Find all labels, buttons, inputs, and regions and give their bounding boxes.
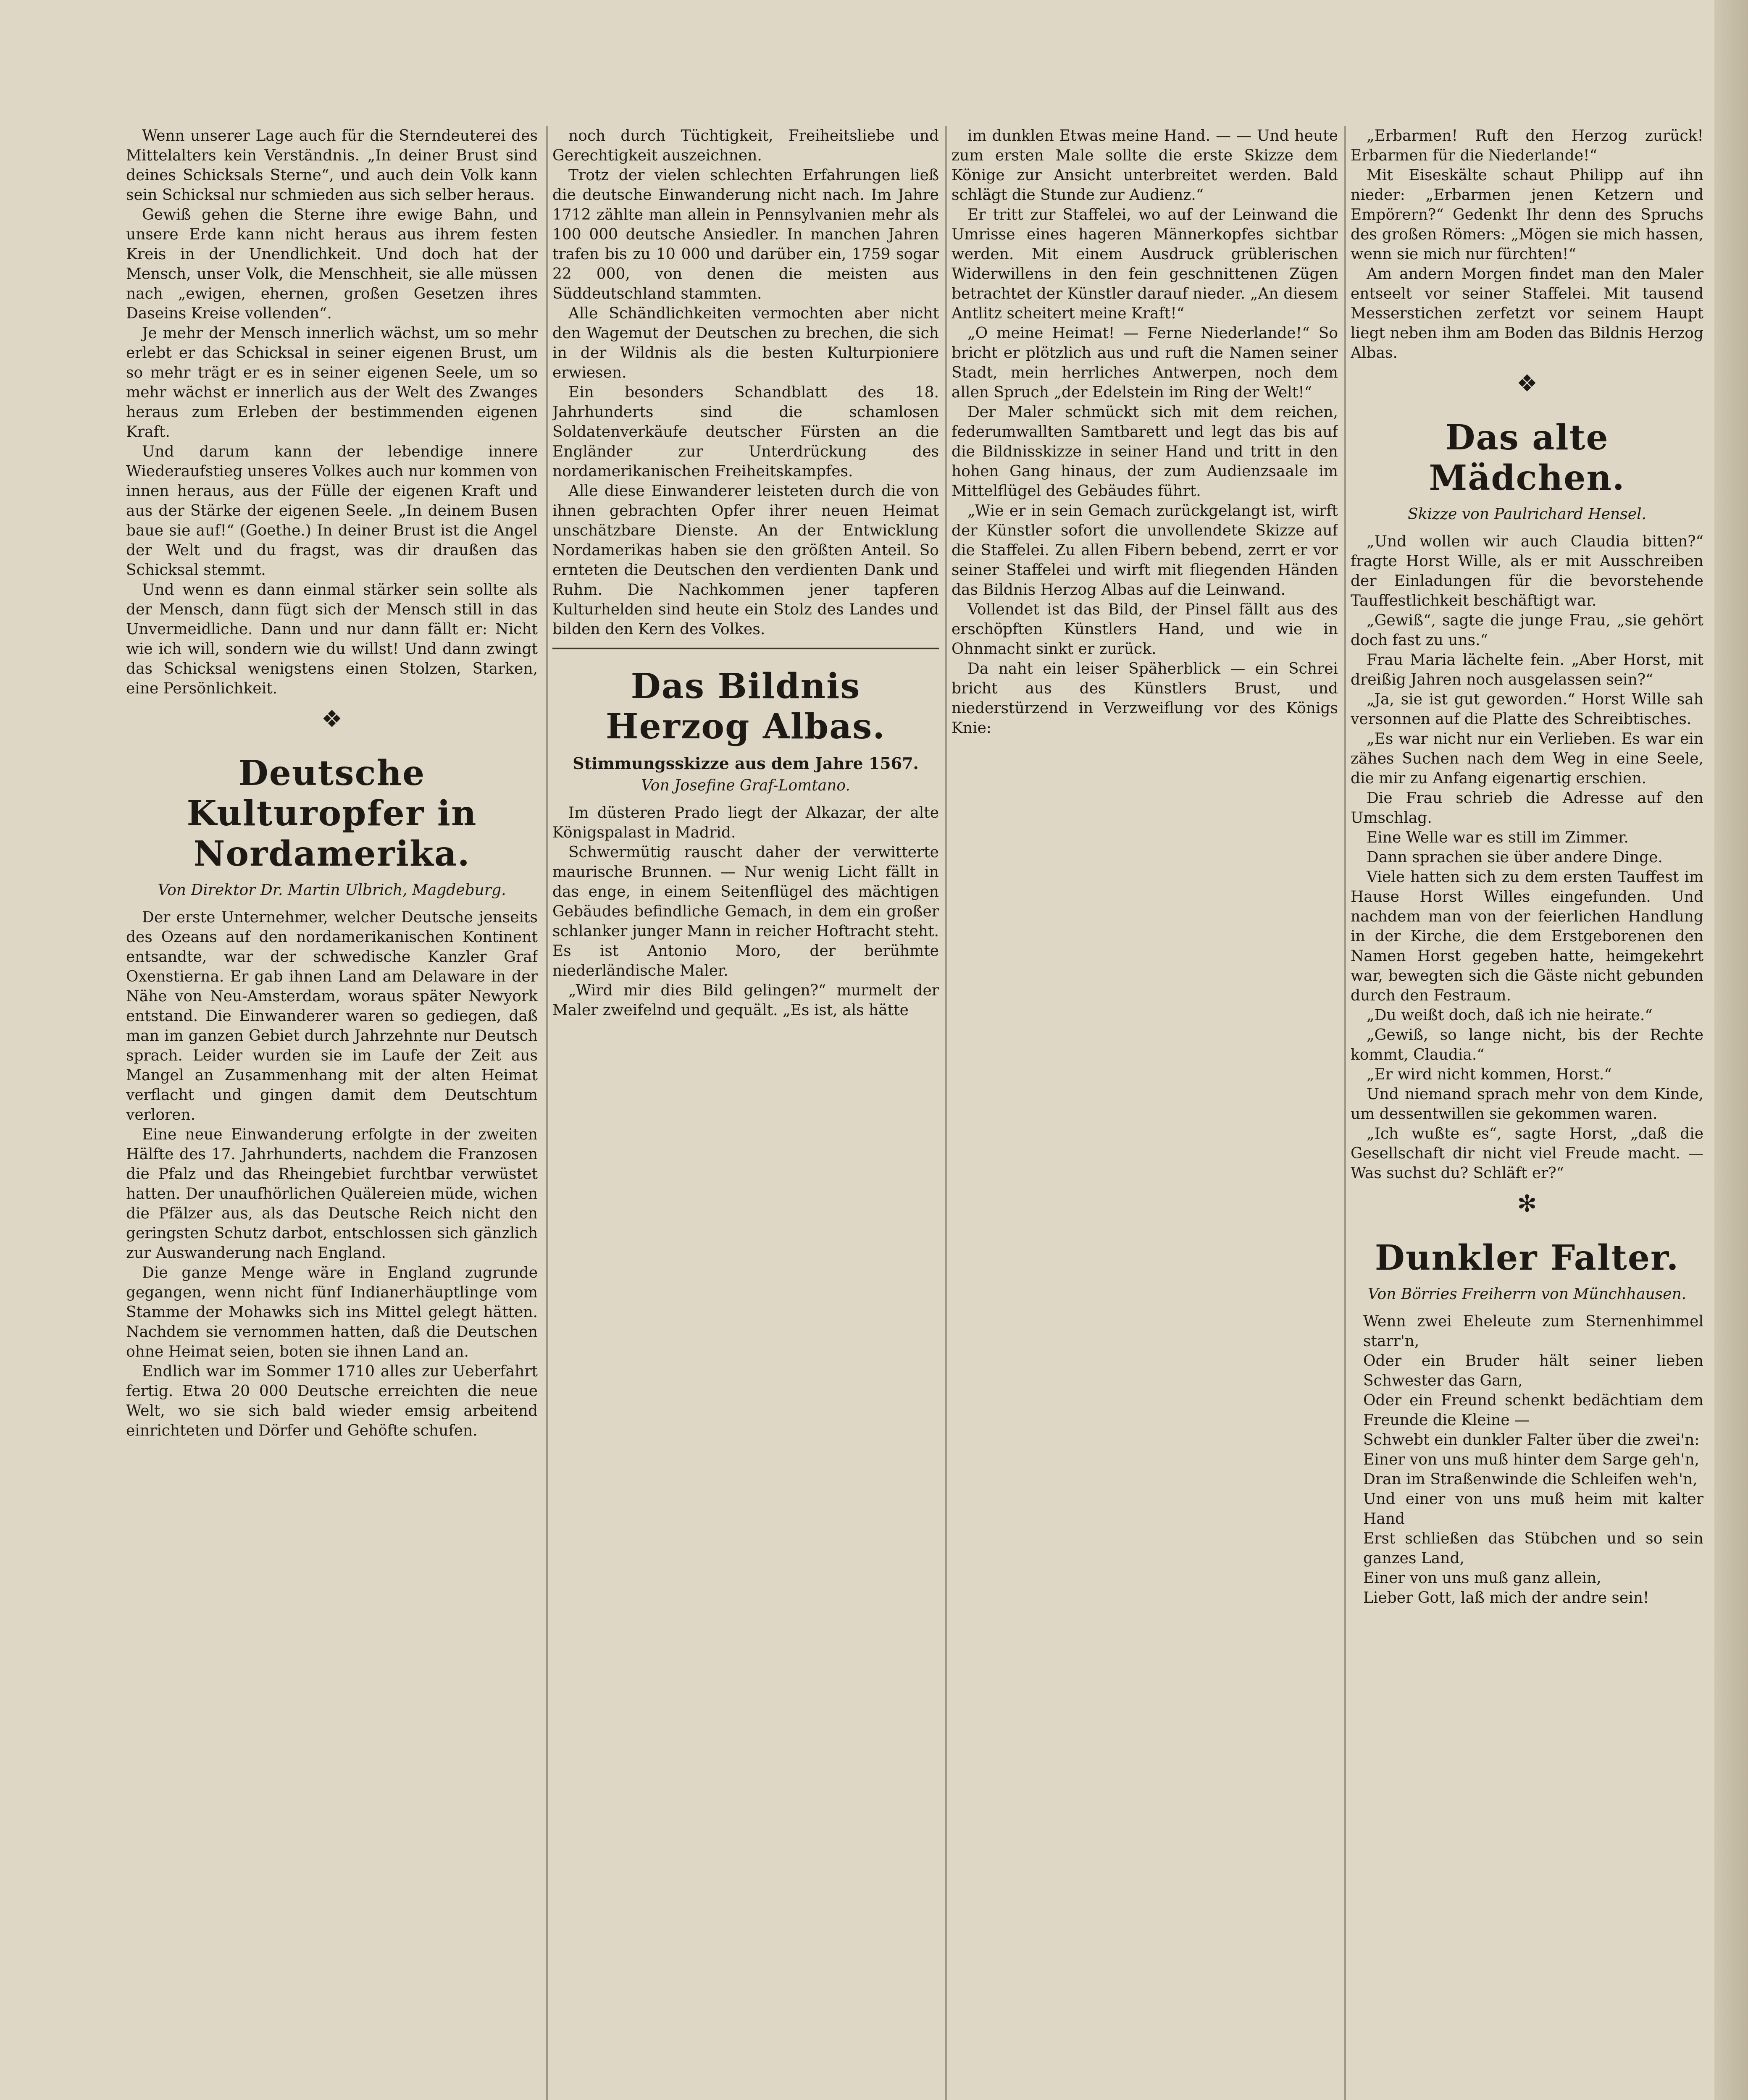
paragraph: Wenn unserer Lage auch für die Sterndeuterei des Mittelalters kein Verständnis. „In deiner Brust sind deines Schicksals Sterne“, und auch dein Volk kann sein Schicksal nur schmieden aus sich selber heraus.	[126, 127, 538, 204]
paragraph: „Ich wußte es“, sagte Horst, „daß die Gesellschaft dir nicht viel Freude macht. — Was suchst du? Schläft er?“	[1351, 1125, 1703, 1182]
article-subheadline: Stimmungsskizze aus dem Jahre 1567.	[573, 754, 919, 773]
paragraph: Der Maler schmückt sich mit dem reichen, federumwallten Samtbarett und legt das bis auf die Bildnisskizze in seiner Hand und tritt in den hohen Gang hinaus, der zum Audienzsaale im Mittelflügel des Gebäudes führt.	[952, 404, 1338, 500]
article-headline: Das alte Mädchen.	[1429, 417, 1625, 498]
paragraph: noch durch Tüchtigkeit, Freiheitsliebe und Gerechtigkeit auszeichnen.	[552, 127, 939, 164]
poem-line: Dran im Straßenwinde die Schleifen weh'n,	[1363, 1471, 1698, 1488]
paragraph: „Wird mir dies Bild gelingen?“ murmelt der Maler zweifelnd und gequält. „Es ist, als hätte	[552, 982, 939, 1019]
column-divider	[945, 126, 947, 2100]
paragraph: Schwermütig rauscht daher der verwitterte maurische Brunnen. — Nur wenig Licht fällt in das enge, in einem Seitenflügel des mächtigen Gebäudes befindliche Gemach, in dem ein großer schlanker junger Mann in reicher Hoftracht steht. Es ist Antonio Moro, der berühmte niederländische Maler.	[552, 844, 939, 979]
paragraph: Der erste Unternehmer, welcher Deutsche jenseits des Ozeans auf den nordamerikanischen Kontinent entsandte, war der schwedische Kanzler Graf Oxenstierna. Er gab ihnen Land am Delaware in der Nähe von Neu-Amsterdam, woraus später Newyork entstand. Die Einwanderer waren so gediegen, daß man im ganzen Gebiet durch Jahrzehnte nur Deutsch sprach. Leider wurden sie im Laufe der Zeit aus Mangel an Zusammenhang mit der alten Heimat verflacht und gingen damit dem Deutschtum verloren.	[126, 909, 538, 1124]
paragraph: „O meine Heimat! — Ferne Niederlande!“ So bricht er plötzlich aus und ruft die Namen seiner Stadt, mein herrliches Antwerpen, noch dem allen Spruch „der Edelstein im Ring der Welt!“	[952, 325, 1338, 401]
column-divider	[1344, 126, 1346, 2100]
paragraph: Ein besonders Schandblatt des 18. Jahrhunderts sind die schamlosen Soldatenverkäufe deutscher Fürsten an die Engländer zur Unterdrückung des nordamerikanischen Freiheitskampfes.	[552, 384, 939, 480]
article-byline: Skizze von Paulrichard Hensel.	[1408, 506, 1646, 523]
paragraph: „Es war nicht nur ein Verlieben. Es war ein zähes Suchen nach dem Weg in eine Seele, die mir zu Anfang eigenartig erschien.	[1351, 730, 1703, 787]
poem-line: Wenn zwei Eheleute zum Sternenhimmel starr'n,	[1363, 1313, 1703, 1350]
ornament-icon: ❖	[321, 706, 343, 733]
paragraph: Und darum kann der lebendige innere Wiederaufstieg unseres Volkes auch nur kommen von innen heraus, aus der Fülle der eigenen Kraft und aus der Stärke der eigenen Seele. „In deinem Busen baue sie auf!“ (Goethe.) In deiner Brust ist die Angel der Welt und du fragst, was dir draußen das Schicksal stemmt.	[126, 443, 538, 579]
paragraph: Dann sprachen sie über andere Dinge.	[1367, 849, 1663, 866]
paragraph: Viele hatten sich zu dem ersten Tauffest im Hause Horst Willes eingefunden. Und nachdem man von der feierlichen Handlung in der Kirche, die dem Erstgeborenen den Namen Horst gegeben hatte, heimgekehrt war, bewegten sich die Gäste nicht gebunden durch den Festraum.	[1351, 869, 1703, 1004]
paragraph: Und niemand sprach mehr von dem Kinde, um dessentwillen sie gekommen waren.	[1351, 1086, 1703, 1123]
poem-line: Oder ein Bruder hält seiner lieben Schwester das Garn,	[1363, 1352, 1703, 1389]
column-2	[552, 126, 939, 2100]
column-1	[126, 126, 538, 2100]
poem-line: Oder ein Freund schenkt bedächtiam dem Freunde die Kleine —	[1363, 1392, 1703, 1429]
column-4	[1351, 126, 1703, 2100]
paragraph: Und wenn es dann einmal stärker sein sollte als der Mensch, dann fügt sich der Mensch still in das Unvermeidliche. Dann und nur dann fällt er: Nicht wie ich will, sondern wie du willst! Und dann zwingt das Schicksal wenigstens einen Stolzen, Starken, eine Persönlichkeit.	[126, 581, 538, 697]
ornament-icon: ❖	[1516, 370, 1538, 397]
poem-line: Und einer von uns muß heim mit kalter Hand	[1363, 1491, 1703, 1528]
column-divider	[546, 126, 548, 2100]
poem-line: Einer von uns muß hinter dem Sarge geh'n,	[1363, 1451, 1700, 1468]
poem-line: Einer von uns muß ganz allein,	[1363, 1570, 1601, 1587]
paragraph: Gewiß gehen die Sterne ihre ewige Bahn, und unsere Erde kann nicht heraus aus ihrem festen Kreis in der Unendlichkeit. Und doch hat der Mensch, unser Volk, die Menschheit, sie alle müssen nach „ewigen, ehernen, großen Gesetzen ihres Daseins Kreise vollenden“.	[126, 206, 538, 322]
ornament-icon: ✻	[1517, 1190, 1537, 1218]
column-3	[952, 126, 1338, 2100]
paragraph: Im düsteren Prado liegt der Alkazar, der alte Königspalast in Madrid.	[552, 804, 939, 841]
article-headline: Das Bildnis Herzog Albas.	[606, 666, 886, 747]
paragraph: „Und wollen wir auch Claudia bitten?“ fragte Horst Wille, als er mit Ausschreiben der Einladungen für die bevorstehende Tauffestlichkeit beschäftigt war.	[1351, 533, 1703, 609]
paragraph: Vollendet ist das Bild, der Pinsel fällt aus des erschöpften Künstlers Hand, und wie in Ohnmacht sinkt er zurück.	[952, 601, 1338, 658]
paragraph: Die Frau schrieb die Adresse auf den Umschlag.	[1351, 790, 1703, 827]
page-edge	[1714, 0, 1748, 2100]
paragraph: „Gewiß, so lange nicht, bis der Rechte kommt, Claudia.“	[1351, 1026, 1703, 1063]
paragraph: „Ja, sie ist gut geworden.“ Horst Wille sah versonnen auf die Platte des Schreibtisches.	[1351, 691, 1703, 728]
paragraph: Die ganze Menge wäre in England zugrunde gegangen, wenn nicht fünf Indianerhäuptlinge vom Stamme der Mohawks sich ins Mittel gelegt hätten. Nachdem sie vernommen hatten, daß die Deutschen ohne Heimat seien, boten sie ihnen Land an.	[126, 1264, 538, 1360]
poem-headline: Dunkler Falter.	[1375, 1238, 1680, 1278]
paragraph: „Er wird nicht kommen, Horst.“	[1367, 1066, 1612, 1083]
paragraph: Alle Schändlichkeiten vermochten aber nicht den Wagemut der Deutschen zu brechen, die sich in der Wildnis als die besten Kulturpioniere erwiesen.	[552, 305, 939, 381]
article-byline: Von Direktor Dr. Martin Ulbrich, Magdeburg.	[158, 882, 506, 899]
paragraph: Eine neue Einwanderung erfolgte in der zweiten Hälfte des 17. Jahrhunderts, nachdem die Franzosen die Pfalz und das Rheingebiet furchtbar verwüstet hatten. Der unaufhörlichen Quälereien müde, wichen die Pfälzer aus, als das Deutsche Reich nicht den geringsten Schutz darbot, entschlossen sich gänzlich zur Auswanderung nach England.	[126, 1126, 538, 1262]
poem-line: Erst schließen das Stübchen und so sein ganzes Land,	[1363, 1530, 1703, 1567]
poem-byline: Von Börries Freiherrn von Münchhausen.	[1367, 1286, 1687, 1303]
paragraph: im dunklen Etwas meine Hand. — — Und heute zum ersten Male sollte die erste Skizze dem Könige zur Ansicht unterbreitet werden. Bald schlägt die Stunde zur Audienz.“	[952, 127, 1338, 204]
paragraph: Am andern Morgen findet man den Maler entseelt vor seiner Staffelei. Mit tausend Messerstichen zerfetzt vor seinem Haupt liegt neben ihm am Boden das Bildnis Herzog Albas.	[1351, 265, 1703, 362]
paragraph: Frau Maria lächelte fein. „Aber Horst, mit dreißig Jahren noch ausgelassen sein?“	[1351, 651, 1703, 688]
paragraph: Da naht ein leiser Späherblick — ein Schrei bricht aus des Künstlers Brust, und niederstürzend in Verzweiflung vor des Königs Knie:	[952, 660, 1338, 737]
paragraph: Eine Welle war es still im Zimmer.	[1367, 829, 1629, 846]
paragraph: Alle diese Einwanderer leisteten durch die von ihnen gebrachten Opfer ihrer neuen Heimat unschätzbare Dienste. An der Entwicklung Nordamerikas haben sie den größten Anteil. So ernteten die Deutschen den verdienten Dank und Ruhm. Die Nachkommen jener tapferen Kulturhelden sind heute ein Stolz des Landes und bilden den Kern des Volkes.	[552, 483, 939, 638]
paragraph: „Wie er in sein Gemach zurückgelangt ist, wirft der Künstler sofort die unvollendete Skizze auf die Staffelei. Zu allen Fibern bebend, zerrt er vor seiner Staffelei und wirft mit fliegenden Händen das Bildnis Herzog Albas auf die Leinwand.	[952, 502, 1338, 598]
paragraph: Trotz der vielen schlechten Erfahrungen ließ die deutsche Einwanderung nicht nach. Im Jahre 1712 zählte man allein in Pennsylvanien mehr als 100 000 deutsche Ansiedler. In manchen Jahren trafen bis zu 10 000 und darüber ein, 1759 sogar 22 000, von denen die meisten aus Süddeutschland stammten.	[552, 167, 939, 302]
article-byline: Von Josefine Graf-Lomtano.	[641, 777, 850, 794]
paragraph: „Erbarmen! Ruft den Herzog zurück! Erbarmen für die Niederlande!“	[1351, 127, 1703, 164]
poem-line: Lieber Gott, laß mich der andre sein!	[1363, 1589, 1649, 1606]
paragraph: Mit Eiseskälte schaut Philipp auf ihn nieder: „Erbarmen jenen Ketzern und Empörern?“ Gedenkt Ihr denn des Spruchs des großen Römers: „Mögen sie mich hassen, wenn sie mich nur fürchten!“	[1351, 167, 1703, 263]
article-headline: Deutsche Kulturopfer in Nordamerika.	[187, 753, 477, 874]
paragraph: Endlich war im Sommer 1710 alles zur Ueberfahrt fertig. Etwa 20 000 Deutsche erreichten die neue Welt, wo sie sich bald wieder emsig arbeitend einrichteten und Dörfer und Gehöfte schufen.	[126, 1363, 538, 1439]
section-divider	[552, 648, 939, 649]
paragraph: „Du weißt doch, daß ich nie heirate.“	[1367, 1007, 1653, 1024]
paragraph: Er tritt zur Staffelei, wo auf der Leinwand die Umrisse eines hageren Männerkopfes sichtbar werden. Mit einem Ausdruck grüblerischen Widerwillens in den fein geschnittenen Zügen betrachtet der Künstler darauf nieder. „An diesem Antlitz scheitert meine Kraft!“	[952, 206, 1338, 322]
paragraph: Je mehr der Mensch innerlich wächst, um so mehr erlebt er das Schicksal in seiner eigenen Brust, um so mehr trägt er es in seiner eigenen Seele, um so mehr wächst er innerlich aus der Welt des Zwanges heraus zum Erleben der bestimmenden eigenen Kraft.	[126, 325, 538, 441]
poem-line: Schwebt ein dunkler Falter über die zwei'n:	[1363, 1431, 1700, 1449]
paragraph: „Gewiß“, sagte die junge Frau, „sie gehört doch fast zu uns.“	[1351, 612, 1703, 649]
